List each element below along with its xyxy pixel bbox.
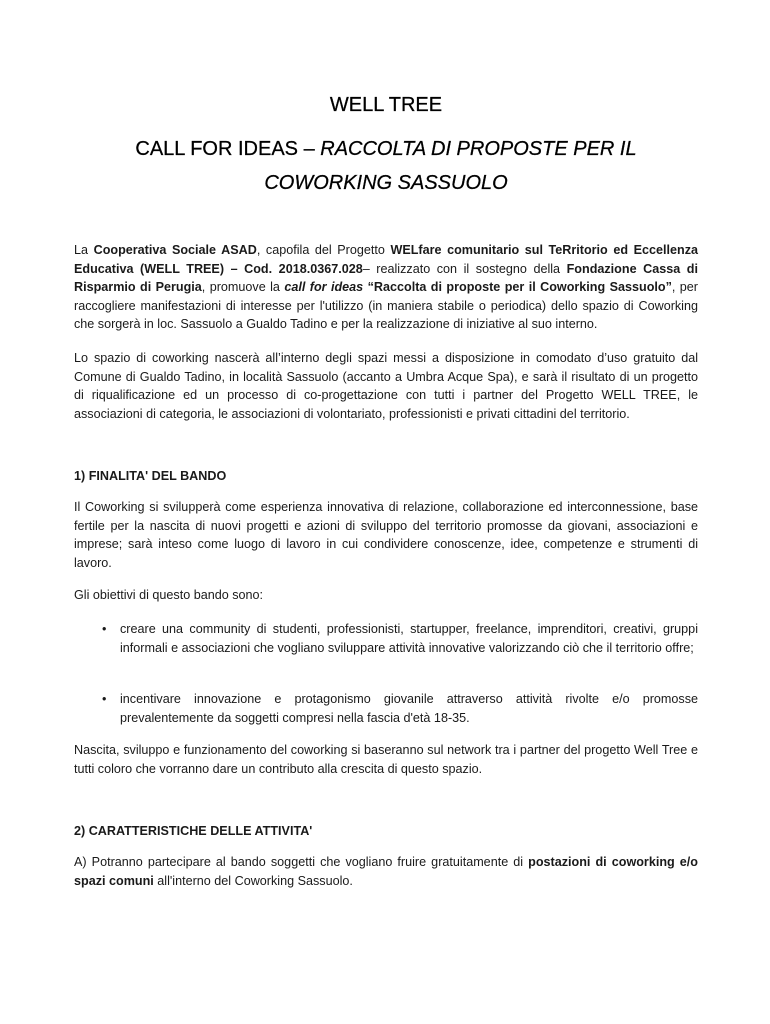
bullet-icon: • bbox=[102, 692, 107, 706]
document-subtitle bbox=[74, 134, 698, 202]
intro-paragraph: La Cooperativa Sociale ASAD, capofila del Progetto WELfare comunitario sul TeRritorio ed Eccellenza Educativa (WELL TREE) – Cod. 2018.0367.028– realizzato con il sostegno della Fondazione Cassa di Risparmio di Perugia, promuove la call for ideas “Raccolta di proposte per il Coworking Sassuolo”, per raccogliere manifestazioni di interesse per l'utilizzo (in maniera stabile o periodica) dello spazio di Coworking che sorgerà in loc. Sassuolo a Gualdo Tadino e per la realizzazione di iniziative al suo interno. bbox=[74, 243, 699, 332]
foundation-name: Fondazione Cassa di Risparmio di Perugia bbox=[74, 261, 698, 295]
section-1-heading: 1) FINALITA' DEL BANDO bbox=[74, 469, 227, 483]
project-name: WELfare comunitario sul TeRritorio ed Eccellenza Educativa (WELL TREE) – Cod. 2018.0367.028 bbox=[74, 243, 698, 276]
bullet-icon: • bbox=[102, 622, 107, 636]
section-1-paragraph: Il Coworking si svilupperà come esperienza innovativa di relazione, collaborazione ed interconnessione, base fertile per la nascita di nuovi progetti e azioni di sviluppo del territorio promosse da giovani, associazioni e imprese; sarà inteso come luogo di lavoro in cui condividere conoscenze, idee, competenze e strumenti di lavoro. bbox=[74, 500, 698, 570]
section-2-paragraph: A) Potranno partecipare al bando soggetti che vogliano fruire gratuitamente di postazioni di coworking e/o spazi comuni all'interno del Coworking Sassuolo. bbox=[74, 855, 698, 888]
coworking-space-paragraph: Lo spazio di coworking nascerà all’interno degli spazi messi a disposizione in comodato d’uso gratuito dal Comune di Gualdo Tadino, in località Sassuolo (accanto a Umbra Acque Spa), e sarà il risultato di un progetto di riqualificazione ed un processo di co-progettazione con tutti i partner del Progetto WELL TREE, le associazioni di categoria, le associazioni di volontariato, professionisti e privati cittadini del territorio. bbox=[74, 351, 698, 421]
section-2-heading: 2) CARATTERISTICHE DELLE ATTIVITA' bbox=[74, 824, 313, 838]
call-title: “Raccolta di proposte per il Coworking Sassuolo” bbox=[367, 280, 672, 295]
objectives-intro: Gli obiettivi di questo bando sono: bbox=[74, 588, 264, 602]
coworking-stations-term: postazioni di coworking e/o spazi comuni bbox=[74, 855, 698, 888]
subtitle-italic-line1: RACCOLTA DI PROPOSTE PER IL bbox=[320, 138, 637, 160]
org-name: Cooperativa Sociale ASAD bbox=[93, 243, 257, 257]
section-1-closing: Nascita, sviluppo e funzionamento del coworking si baseranno sul network tra i partner del progetto Well Tree e tutti coloro che vorranno dare un contributo alla crescita di questo spazio. bbox=[74, 743, 698, 776]
subtitle-prefix: CALL FOR IDEAS – bbox=[135, 138, 321, 160]
document-title: WELL TREE bbox=[329, 94, 443, 116]
objective-text-2: incentivare innovazione e protagonismo giovanile attraverso attività rivolte e/o promosse prevalentemente da soggetti compresi nella fascia d'età 18-35. bbox=[120, 692, 698, 725]
objective-text-1: creare una community di studenti, professionisti, startupper, freelance, imprenditori, creativi, gruppi informali e associazioni che vogliano sviluppare attività innovative valorizzando ciò che il territorio offre; bbox=[120, 622, 698, 655]
call-for-ideas-term: call for ideas bbox=[284, 280, 364, 295]
subtitle-italic-line2: COWORKING SASSUOLO bbox=[264, 172, 508, 194]
